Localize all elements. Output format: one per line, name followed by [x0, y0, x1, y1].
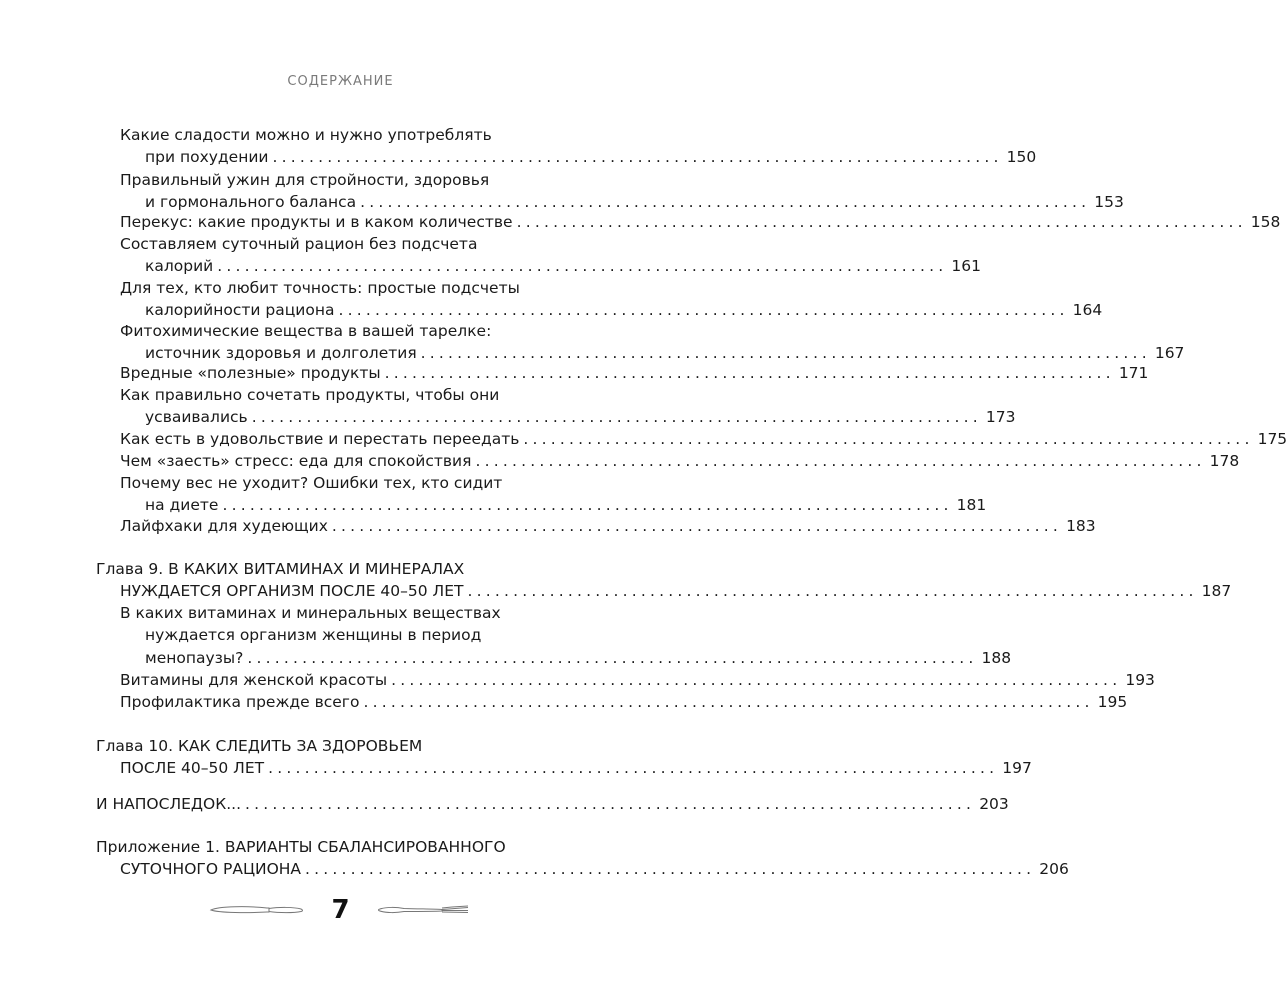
toc-entry-line — [145, 299, 1103, 321]
section-title-text: Лайфхаки для худеющих — [120, 517, 328, 535]
chapter-title-text: Глава 10. КАК СЛЕДИТЬ ЗА ЗДОРОВЬЕМ — [96, 737, 423, 755]
toc-entry-line — [120, 233, 562, 255]
page-ref: 193 — [1125, 671, 1155, 689]
page-ref: 197 — [1002, 759, 1032, 778]
page-ref: 173 — [985, 408, 1016, 427]
toc-entry-line — [145, 191, 1124, 213]
section-title-text: Почему вес не уходит? Ошибки тех, кто сидит — [120, 474, 503, 492]
dot-leader: ................................................................................ — [363, 693, 1094, 711]
page-ref: 195 — [1097, 693, 1128, 711]
section-title-text: при похудении — [145, 148, 269, 167]
section-title-text: и гормонального баланса — [145, 193, 357, 212]
section-title-text: на диете — [145, 496, 219, 515]
toc-entry-line — [120, 580, 1232, 602]
dot-leader: ................................................................................ — [268, 759, 999, 778]
dot-leader: ................................................................................ — [467, 582, 1198, 601]
page-ref: 188 — [981, 648, 1012, 667]
page-ref: 161 — [951, 257, 982, 276]
knife-icon — [209, 903, 305, 917]
section-title-text: Правильный ужин для стройности, здоровья — [120, 171, 490, 189]
section-title-text: Чем «заесть» стресс: еда для спокойствия — [120, 452, 472, 470]
dot-leader: ................................................................................ — [251, 408, 982, 427]
toc-entry-line — [120, 428, 1287, 450]
toc-entry-line — [120, 691, 1128, 713]
toc-entry-line — [96, 836, 562, 858]
toc-entry-line — [120, 362, 1149, 384]
dot-leader: ................................................................................ — [516, 213, 1247, 231]
toc-entry-line — [120, 384, 562, 406]
dot-leader: ................................................................................ — [360, 193, 1091, 212]
toc-entry-line — [145, 406, 1016, 428]
dot-leader: ................................................................................ — [391, 671, 1122, 689]
section-title-text: источник здоровья и долголетия — [145, 344, 417, 363]
dot-leader: ................................................................................ — [384, 364, 1115, 382]
dot-leader: ................................................................................ — [272, 148, 1003, 167]
toc-entry-line — [145, 255, 982, 277]
toc-entry-line — [120, 211, 1281, 233]
toc-entry-line — [120, 472, 562, 494]
dot-leader: ................................................................................ — [523, 430, 1254, 448]
section-title-text: калорийности рациона — [145, 301, 335, 320]
toc-entry-line — [120, 757, 1032, 779]
section-title-text: Фитохимические вещества в вашей тарелке: — [120, 322, 492, 340]
page-ref: 164 — [1072, 301, 1103, 320]
section-title-text: Как правильно сочетать продукты, чтобы они — [120, 386, 500, 404]
dot-leader: ................................................................................ — [475, 452, 1206, 470]
toc-entry-line — [96, 735, 562, 757]
section-title-text: Составляем суточный рацион без подсчета — [120, 235, 478, 253]
section-title-text: Профилактика прежде всего — [120, 693, 360, 711]
dot-leader: ................................................................................ — [338, 301, 1069, 320]
section-title-text: Перекус: какие продукты и в каком количестве — [120, 213, 513, 231]
toc-entry-line — [96, 558, 562, 580]
fork-icon — [376, 903, 472, 917]
section-title-text: В каких витаминах и минеральных веществах — [120, 604, 501, 622]
section-title-text: Как есть в удовольствие и перестать переедать — [120, 430, 520, 448]
chapter-title-text: НУЖДАЕТСЯ ОРГАНИЗМ ПОСЛЕ 40–50 ЛЕТ — [120, 582, 464, 601]
section-title-text: Вредные «полезные» продукты — [120, 364, 381, 382]
dot-leader: ................................................................................ — [245, 795, 976, 813]
toc-entry-line — [120, 320, 562, 342]
dot-leader: ................................................................................ — [420, 344, 1151, 363]
toc-entry-line — [145, 624, 562, 646]
page-ref: 150 — [1006, 148, 1037, 167]
page-ref: 158 — [1250, 213, 1281, 231]
toc-entry-line — [120, 515, 1096, 537]
toc-entry-line — [120, 124, 562, 146]
running-head: СОДЕРЖАНИЕ — [287, 74, 394, 89]
toc-entry-line — [120, 169, 562, 191]
page-ref: 203 — [979, 795, 1009, 813]
page-ref: 183 — [1066, 517, 1096, 535]
toc-entry-line — [96, 793, 1009, 815]
chapter-title-text: Глава 9. В КАКИХ ВИТАМИНАХ И МИНЕРАЛАХ — [96, 560, 465, 578]
page-ref: 171 — [1118, 364, 1149, 382]
section-title-text: Какие сладости можно и нужно употреблять — [120, 126, 492, 144]
section-title-text: нуждается организм женщины в период — [145, 626, 482, 645]
dot-leader: ................................................................................ — [222, 496, 953, 515]
dot-leader: ................................................................................ — [247, 648, 978, 667]
page-ref: 181 — [956, 496, 987, 515]
page-ref: 175 — [1257, 430, 1287, 448]
section-title-text: менопаузы? — [145, 648, 244, 667]
section-title-text: Для тех, кто любит точность: простые подсчеты — [120, 279, 520, 297]
page-number: 7 — [331, 895, 350, 925]
chapter-title-text: ПОСЛЕ 40–50 ЛЕТ — [120, 759, 265, 778]
chapter-title-text: И НАПОСЛЕДОК... — [96, 795, 242, 813]
page-ref: 178 — [1209, 452, 1240, 470]
dot-leader: ................................................................................ — [217, 257, 948, 276]
chapter-title-text: Приложение 1. ВАРИАНТЫ СБАЛАНСИРОВАННОГО — [96, 838, 506, 856]
page-ref: 206 — [1039, 860, 1069, 879]
toc-entry-line — [145, 342, 1185, 364]
section-title-text: Витамины для женской красоты — [120, 671, 388, 689]
toc-entry-line — [120, 450, 1240, 472]
toc-entry-line — [120, 858, 1069, 880]
dot-leader: ................................................................................ — [331, 517, 1063, 535]
toc-entry-line — [120, 669, 1155, 691]
toc-entry-line — [145, 494, 987, 516]
dot-leader: ................................................................................ — [305, 860, 1036, 879]
page-ref: 187 — [1201, 582, 1232, 601]
page-ref: 153 — [1094, 193, 1124, 212]
page-footer — [0, 895, 681, 925]
toc-entry-line — [120, 277, 562, 299]
toc-entry-line — [120, 602, 562, 624]
section-title-text: усваивались — [145, 408, 248, 427]
page-ref: 167 — [1154, 344, 1185, 363]
section-title-text: калорий — [145, 257, 214, 276]
toc-entry-line — [145, 146, 1037, 168]
chapter-title-text: СУТОЧНОГО РАЦИОНА — [120, 860, 302, 879]
toc-entry-line — [145, 647, 1012, 669]
